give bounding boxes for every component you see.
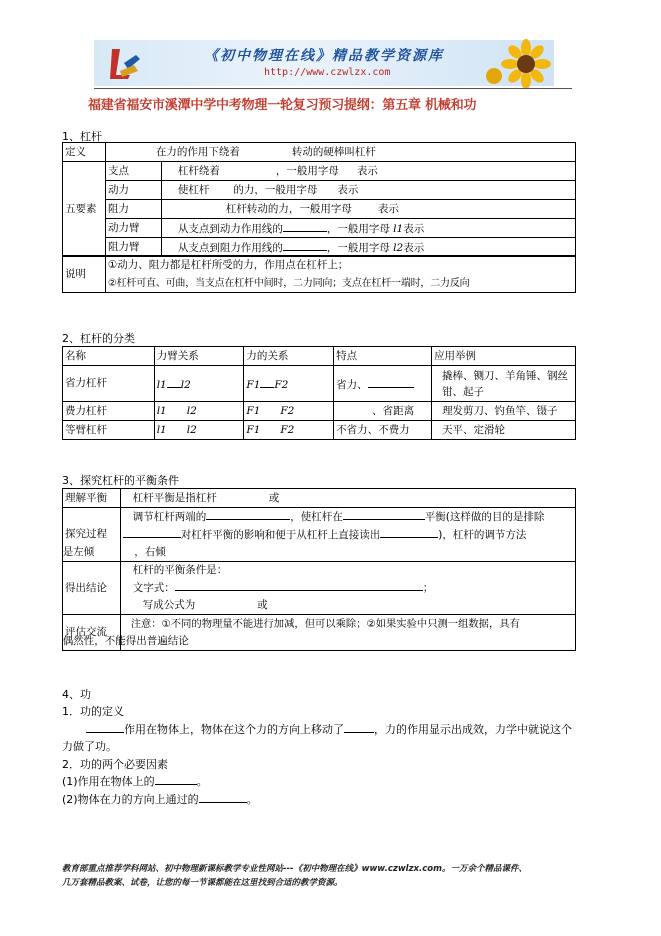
arm-relation: l1 l2 xyxy=(154,421,244,440)
row-label: 得出结论 xyxy=(63,562,121,615)
table-cell: 调节杠杆两端的 ，使杠杆在 平衡(这样做的目的是排除 对杠杆平衡的影响和便于从杠杆上直接读出 )，杠杆的调节方法 是左倾 ，右倾 xyxy=(120,508,575,562)
row-label: 理解平衡 xyxy=(63,489,121,508)
subheading-work-factors: 2．功的两个必要因素 xyxy=(62,758,168,771)
table-header-row xyxy=(63,347,576,366)
table-row xyxy=(63,421,576,440)
lever-type: 费力杠杆 xyxy=(63,402,155,421)
column-header: 特点 xyxy=(334,347,432,366)
table-row xyxy=(63,366,576,402)
work-factor-2: (2)物体在力的方向上通过的 。 xyxy=(62,793,258,806)
row-label: 定义 xyxy=(63,143,106,162)
lever-definition-table xyxy=(62,142,576,162)
cell-label: 阻力臂 xyxy=(105,238,161,257)
feature: 省力、 xyxy=(334,366,432,402)
cell-label: 动力 xyxy=(105,181,161,200)
definition-cell: 在力的作用下绕着 转动的硬棒叫杠杆 xyxy=(105,143,575,162)
lever-type: 省力杠杆 xyxy=(63,366,155,402)
table-row xyxy=(63,200,576,219)
cell-label: 阻力 xyxy=(105,200,161,219)
table-row xyxy=(63,615,576,651)
lever-type: 等臂杠杆 xyxy=(63,421,155,440)
banner-url: http://www.czwlzx.com xyxy=(264,67,391,78)
table-cell: 杠杆的平衡条件是： 文字式： ； 写成公式为 或 xyxy=(120,562,575,615)
table-row xyxy=(63,143,576,162)
table-cell: 使杠杆 的力，一般用字母 表示 xyxy=(161,181,575,200)
table-cell: 杠杆绕着 ，一般用字母 表示 xyxy=(161,162,575,181)
row-label: 探究过程 xyxy=(63,508,121,562)
balance-condition-table xyxy=(62,488,576,651)
column-header: 力臂关系 xyxy=(154,347,244,366)
document-title: 福建省福安市溪潭中学中考物理一轮复习预习提纲：第五章 机械和功 xyxy=(88,98,477,113)
row-label: 五要素 xyxy=(63,162,106,257)
lever-classification-table xyxy=(62,346,576,440)
footer-line-1: 教育部重点推荐学科网站、初中物理新课标教学专业性网站---《初中物理在线》www.czwlzx.com。一万余个精品课件、 xyxy=(62,864,527,874)
section-heading-balance: 3、探究杠杆的平衡条件 xyxy=(62,474,179,487)
table-row xyxy=(63,256,576,275)
table-row xyxy=(63,562,576,615)
feature: 不省力、不费力 xyxy=(334,421,432,440)
table-cell: 从支点到动力作用线的 ，一般用字母 l1表示 xyxy=(161,219,575,238)
table-row xyxy=(63,238,576,257)
subheading-work-definition: 1．功的定义 xyxy=(62,705,124,718)
work-definition-line-2: 力做了功。 xyxy=(62,740,117,753)
lever-elements-table xyxy=(62,161,576,257)
row-label: 评估交流 xyxy=(63,615,121,651)
header-rule xyxy=(94,88,572,89)
banner-title: 《初中物理在线》精品教学资源库 xyxy=(204,48,444,64)
work-factor-1: (1)作用在物体上的 。 xyxy=(62,775,208,788)
feature: 、省距离 xyxy=(334,402,432,421)
column-header: 应用举例 xyxy=(432,347,576,366)
row-label: 说明 xyxy=(63,256,106,293)
work-definition-line: 作用在物体上，物体在这个力的方向上移动了 ，力的作用显示出成效，力学中就说这个 xyxy=(62,721,572,737)
lever-notes-table xyxy=(62,255,576,293)
section-heading-work: 4、功 xyxy=(62,688,91,701)
table-cell: ②杠杆可直、可曲，当支点在杠杆中间时，二力同向；支点在杠杆一端时，二力反向 xyxy=(105,274,575,293)
examples: 撬棒、铡刀、羊角锤、钢丝钳、起子 xyxy=(432,366,576,402)
cell-label: 动力臂 xyxy=(105,219,161,238)
arm-relation: l1 l2 xyxy=(154,366,244,402)
section-heading-lever: 1、杠杆 xyxy=(62,130,102,143)
site-banner xyxy=(94,40,554,86)
table-row xyxy=(63,508,576,562)
table-cell: 注意：①不同的物理量不能进行加减，但可以乘除；②如果实验中只测一组数据，具有 偶然性，不能得出普遍结论 xyxy=(120,615,575,651)
examples: 天平、定滑轮 xyxy=(432,421,576,440)
page-footer xyxy=(62,862,602,890)
table-row xyxy=(63,181,576,200)
force-relation: F1 F2 xyxy=(244,366,334,402)
force-relation: F1 F2 xyxy=(244,402,334,421)
arm-relation: l1 l2 xyxy=(154,402,244,421)
site-logo-icon xyxy=(108,45,142,81)
table-row xyxy=(63,219,576,238)
table-row xyxy=(63,274,576,293)
table-cell: 从支点到阻力作用线的 ，一般用字母 l2表示 xyxy=(161,238,575,257)
table-cell: 杠杆转动的力，一般用字母 表示 xyxy=(161,200,575,219)
table-cell: ①动力、阻力都是杠杆所受的力，作用点在杠杆上； xyxy=(105,256,575,275)
table-row xyxy=(63,489,576,508)
sunflower-icon xyxy=(488,42,548,86)
examples: 理发剪刀、钓鱼竿、镊子 xyxy=(432,402,576,421)
column-header: 名称 xyxy=(63,347,155,366)
column-header: 力的关系 xyxy=(244,347,334,366)
cell-label: 支点 xyxy=(105,162,161,181)
force-relation: F1 F2 xyxy=(244,421,334,440)
table-cell: 杠杆平衡是指杠杆 或 xyxy=(120,489,575,508)
table-row xyxy=(63,402,576,421)
footer-line-2: 几万套精品教案、试卷，让您的每一节课都能在这里找到合适的教学资源。 xyxy=(62,878,343,888)
section-heading-classification: 2、杠杆的分类 xyxy=(62,332,135,345)
table-row xyxy=(63,162,576,181)
